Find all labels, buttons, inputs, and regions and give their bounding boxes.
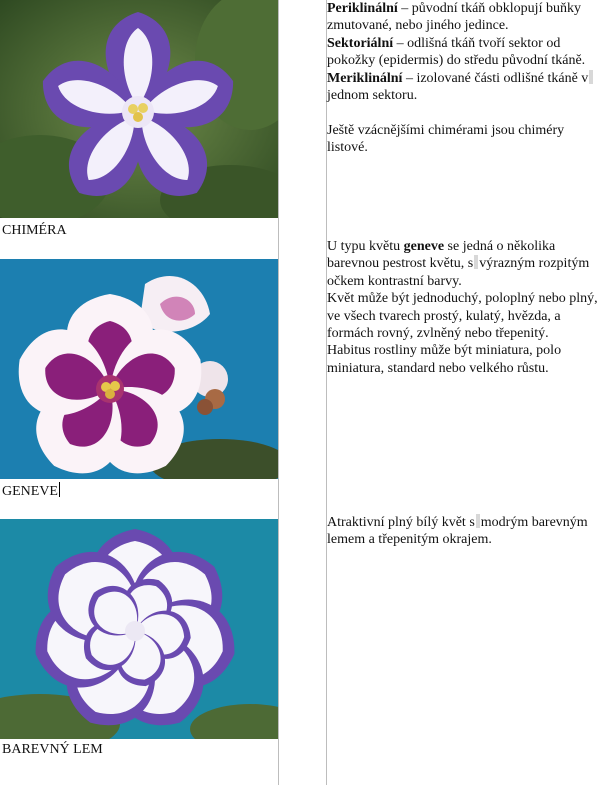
lem-paragraph bbox=[327, 514, 601, 549]
space-marker bbox=[476, 514, 480, 528]
barevny-lem-caption: BAREVNÝ LEM bbox=[2, 742, 103, 757]
mericlinal-desc-a: – izolované části odlišné tkáně v bbox=[402, 70, 589, 86]
leaf-chimera-note: Ještě vzácnějšími chimérami jsou chiméry listové. bbox=[327, 122, 565, 156]
geneve-caption-label: GENEVE bbox=[2, 484, 58, 499]
periclinal-paragraph bbox=[327, 0, 601, 35]
geneve-forms: Květ může být jednoduchý, poloplný nebo plný, ve všech tvarech prostý, kulatý, hvězda, a formách rovný, zvlněný nebo třepenitý. bbox=[327, 291, 598, 342]
lem-text-a: Atraktivní plný bílý květ s bbox=[327, 515, 475, 530]
geneve-caption bbox=[2, 482, 60, 500]
sectorial-term: Sektoriální bbox=[327, 35, 394, 51]
geneve-intro bbox=[327, 238, 601, 290]
geneve-intro-c: výrazným rozpitým očkem kontrastní barvy. bbox=[327, 256, 590, 289]
mericlinal-term: Meriklinální bbox=[327, 70, 403, 86]
chimera-description bbox=[327, 0, 601, 157]
table-divider-left bbox=[278, 0, 279, 785]
chimera-caption: CHIMÉRA bbox=[2, 223, 67, 238]
geneve-description bbox=[327, 238, 601, 377]
geneve-intro-b: se jedná o několika barevnou pestrost květu, s bbox=[327, 239, 556, 272]
lem-text-b: modrým barevným lemem a třepenitým okrajem. bbox=[327, 515, 588, 548]
geneve-violet-photo bbox=[0, 259, 278, 479]
mericlinal-desc-b: jednom sektoru. bbox=[327, 88, 418, 104]
lem-description bbox=[327, 514, 601, 549]
barevny-lem-photo bbox=[0, 519, 278, 739]
periclinal-desc: – původní tkáň obklopují buňky zmutované, nebo jiného jedince. bbox=[327, 1, 581, 34]
periclinal-term: Periklinální bbox=[327, 1, 398, 16]
space-marker bbox=[474, 255, 478, 269]
geneve-habit: Habitus rostliny může být miniatura, polo miniatura, standard nebo velkého růstu. bbox=[327, 343, 562, 376]
sectorial-desc: – odlišná tkáň tvoří sektor od pokožky (epidermis) do středu původní tkáně. bbox=[327, 35, 586, 69]
geneve-intro-a: U typu květu bbox=[327, 239, 404, 254]
mericlinal-paragraph bbox=[327, 70, 601, 105]
sectorial-paragraph bbox=[327, 35, 601, 70]
text-cursor bbox=[59, 482, 60, 497]
geneve-term: geneve bbox=[403, 239, 445, 254]
chimera-violet-photo bbox=[0, 0, 278, 218]
space-marker bbox=[589, 70, 593, 84]
